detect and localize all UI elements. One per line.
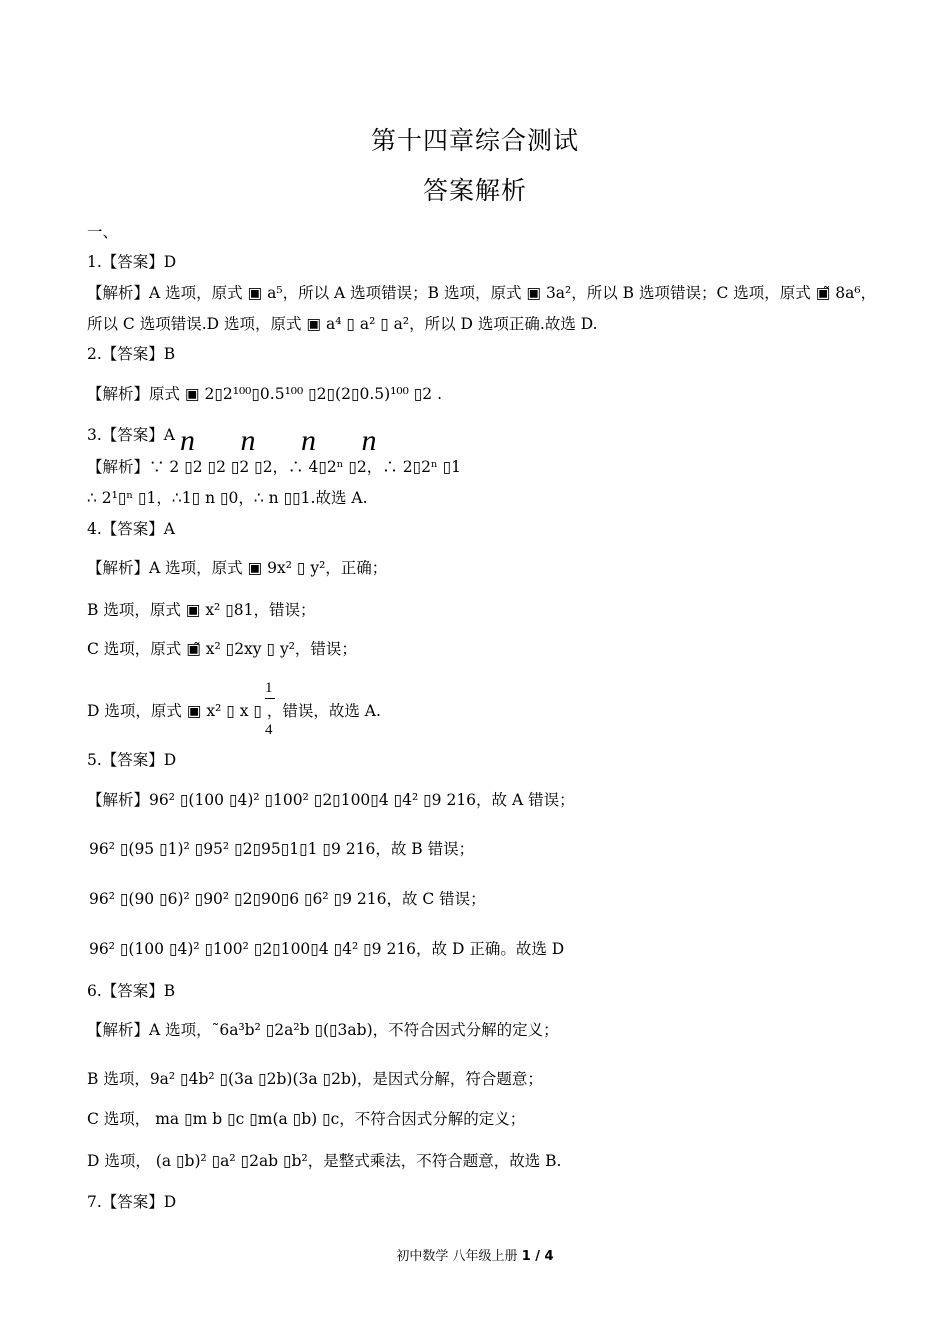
q4-answer: 4.【答案】A: [87, 520, 175, 538]
q4-explanation-a: 【解析】A 选项，原式 ▣ 9x² ▯ y²，正确；: [87, 559, 388, 577]
q1-explanation-line2: 所以 C 选项错误.D 选项，原式 ▣ a⁴ ▯ a² ▯ a²，所以 D 选项正确.故选 D.: [87, 315, 598, 333]
q5-explanation-b: 96² ▯(95 ▯1)² ▯95² ▯2▯95▯1▯1 ▯9 216，故 B 错误；: [89, 840, 475, 858]
q4-explanation-b: B 选项，原式 ▣ x² ▯81，错误；: [87, 601, 316, 619]
page-title: 第十四章综合测试: [370, 126, 579, 155]
q5-explanation-d: 96² ▯(100 ▯4)² ▯100² ▯2▯100▯4 ▯4² ▯9 216，故 D 正确。故选 D: [89, 940, 565, 958]
q6-explanation-a: 【解析】A 选项，˜6a³b² ▯2a²b ▯(▯3ab)，不符合因式分解的定义；: [87, 1021, 559, 1039]
page-footer: [0, 1245, 950, 1264]
q3-answer: 3.【答案】A: [87, 426, 175, 444]
q4-fraction-denominator: 4: [265, 722, 273, 738]
q6-answer: 6.【答案】B: [87, 982, 176, 1000]
q4-explanation-c: C 选项，原式 ▣̃ x² ▯2xy ▯ y²，错误；: [87, 640, 357, 658]
q6-explanation-d: D 选项， (a ▯b)² ▯a² ▯2ab ▯b²，是整式乘法，不符合题意，故选 B.: [87, 1152, 562, 1170]
q3-superscript-n-row: n n n n: [180, 424, 396, 457]
q4-fraction-numerator: 1: [265, 680, 273, 696]
section-heading: 一、: [87, 223, 119, 241]
q3-explanation-line1: 【解析】∵ 2 ▯2 ▯2 ▯2 ▯2，∴ 4▯2ⁿ ▯2，∴ 2▯2ⁿ ▯1: [87, 458, 461, 476]
q1-explanation-line1: 【解析】A 选项，原式 ▣ a⁵，所以 A 选项错误；B 选项，原式 ▣ 3a²，所以 B 选项错误；C 选项，原式 ▣̃ 8a⁶，: [87, 284, 877, 302]
q5-explanation-a: 【解析】96² ▯(100 ▯4)² ▯100² ▯2▯100▯4 ▯4² ▯9 216，故 A 错误；: [87, 791, 575, 809]
q2-explanation: 【解析】原式 ▣ 2▯2¹⁰⁰▯0.5¹⁰⁰ ▯2▯(2▯0.5)¹⁰⁰ ▯2 .: [87, 385, 443, 403]
q7-answer: 7.【答案】D: [87, 1193, 177, 1211]
q5-explanation-c: 96² ▯(90 ▯6)² ▯90² ▯2▯90▯6 ▯6² ▯9 216，故 C 错误；: [89, 890, 486, 908]
q4-fraction-bar: [265, 698, 275, 699]
q6-explanation-c: C 选项， ma ▯m b ▯c ▯m(a ▯b) ▯c，不符合因式分解的定义；: [87, 1110, 526, 1128]
q6-explanation-b: B 选项，9a² ▯4b² ▯(3a ▯2b)(3a ▯2b)，是因式分解，符合题意；: [87, 1070, 543, 1088]
q2-answer: 2.【答案】B: [87, 345, 176, 363]
q1-answer: 1.【答案】D: [87, 253, 177, 271]
page-number: 1 / 4: [521, 1249, 554, 1264]
q5-answer: 5.【答案】D: [87, 751, 177, 769]
q4-explanation-d: D 选项，原式 ▣ x² ▯ x ▯ ，错误，故选 A.: [87, 702, 381, 720]
q3-explanation-line2: ∴ 2¹▯ⁿ ▯1，∴1▯ n ▯0，∴ n ▯▯1.故选 A.: [87, 489, 368, 507]
footer-text: 初中数学 八年级上册: [396, 1249, 522, 1264]
page-subtitle: 答案解析: [422, 176, 527, 205]
